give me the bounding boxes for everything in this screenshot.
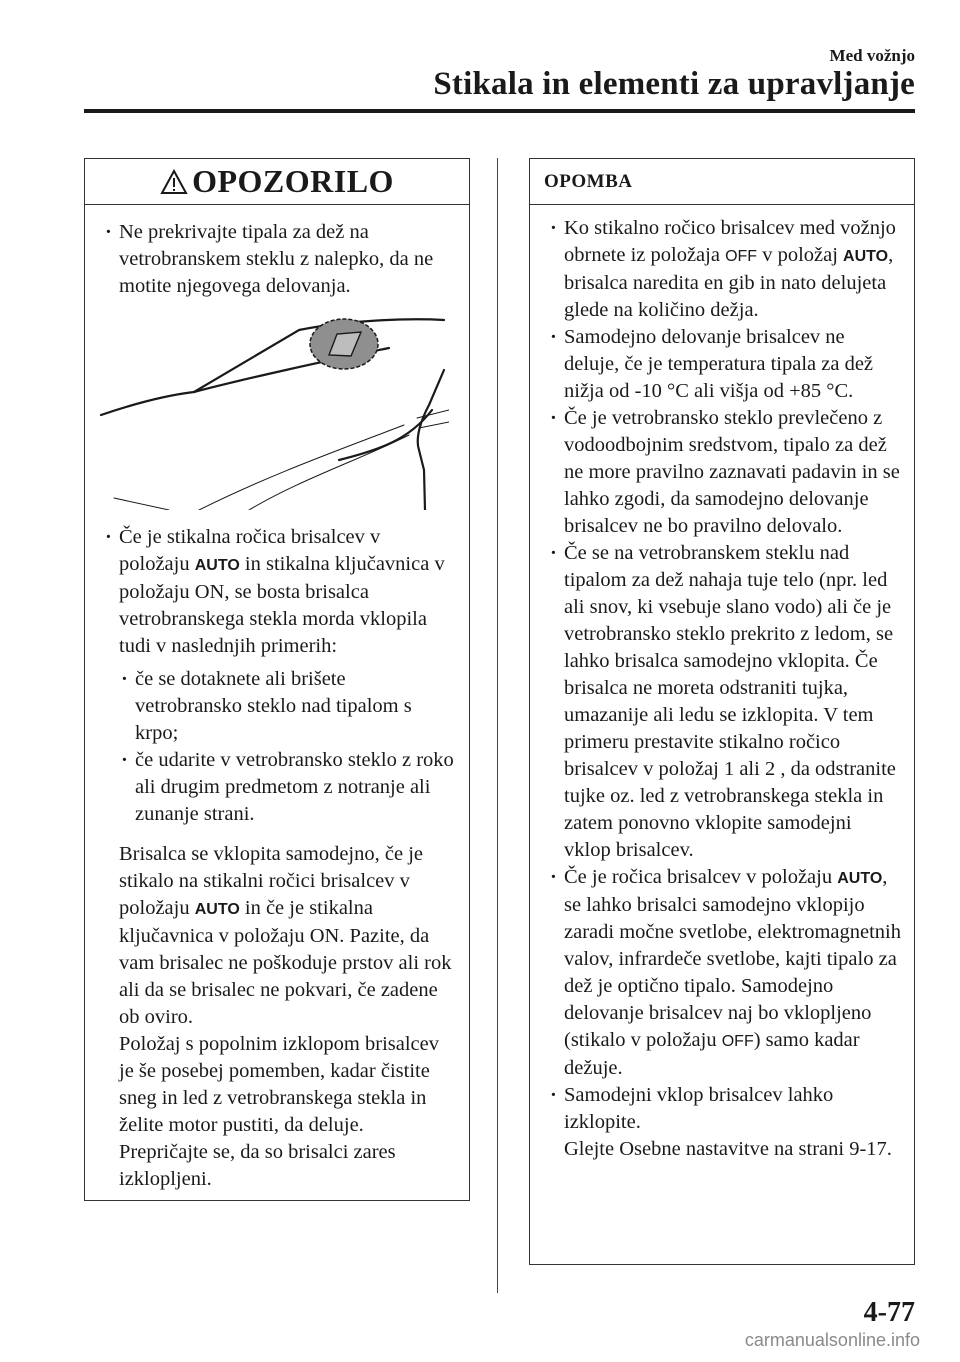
warning-bullet — [99, 524, 455, 660]
auto-symbol: AUTO — [194, 901, 240, 918]
note-bullet — [544, 540, 902, 864]
column-divider — [497, 158, 498, 1293]
warning-paragraph-text: Položaj s popolnim izklopom brisalcev je še posebej pomemben, kadar čistite sneg in led z vetrobranskega stekla in želite motor pustiti, da deluje. Prepričajte se, da so brisalci zares izklopljeni. — [119, 1033, 439, 1190]
note-reference-text: Glejte Osebne nastavitve na strani 9-17. — [564, 1138, 892, 1160]
note-header — [530, 159, 914, 205]
note-bullet — [544, 215, 902, 324]
off-symbol: OFF — [725, 248, 758, 265]
warning-box — [84, 158, 470, 1201]
warning-bullet — [99, 219, 455, 300]
note-bullet — [544, 864, 902, 1082]
note-bullet-text: Če je ročica brisalcev v položaju — [564, 866, 838, 888]
warning-subbullet-text: če se dotaknete ali brišete vetrobransko steklo nad tipalom s krpo; — [135, 668, 412, 744]
note-bullet-text: Če se na vetrobranskem steklu nad tipalom za dež nahaja tuje telo (npr. led ali snov, ki vsebuje slano vodo) ali če je vetrobransko steklo prekrito z ledom, se lahko brisalca samodejno vklopita. Če brisalca ne moreta odstraniti tujka, umazanije ali ledu se izklopita. V tem primeru prestavite stikalno ročico brisalcev v položaj 1 ali 2 , da odstranite tujke oz. led z vetrobranskega stekla in zatem ponovno vklopite samodejni vklop brisalcev. — [564, 542, 896, 861]
warning-subbullet — [99, 747, 455, 828]
warning-bullet-text: Če je stikalna ročica brisalcev v položaju — [119, 526, 381, 575]
note-bullet-text: ) samo kadar dežuje. — [564, 1029, 860, 1079]
page-title: Stikala in elementi za upravljanje — [433, 66, 915, 102]
warning-paragraph — [99, 1031, 455, 1193]
warning-subbullet — [99, 666, 455, 747]
off-symbol: OFF — [721, 1033, 754, 1050]
auto-symbol: AUTO — [843, 248, 889, 265]
note-reference — [544, 1136, 902, 1163]
note-bullet — [544, 1082, 902, 1136]
warning-bullet-text: Ne prekrivajte tipala za dež na vetrobranskem steklu z nalepko, da ne motite njegovega delovanja. — [119, 221, 434, 297]
auto-symbol: AUTO — [837, 870, 883, 887]
section-label: Med vožnjo — [829, 46, 915, 65]
warning-subbullet-text: če udarite v vetrobransko steklo z roko ali drugim predmetom z notranje ali zunanje strani. — [135, 749, 454, 825]
warning-paragraph-text: in če je stikalna ključavnica v položaju ON. Pazite, da vam brisalec ne poškoduje prstov ali rok ali da se brisalec ne pokvari, če zadene ob oviro. — [119, 897, 452, 1028]
warning-paragraph — [99, 841, 455, 1031]
warning-title: OPOZORILO — [192, 163, 394, 199]
note-bullet-text: v položaj — [757, 244, 844, 266]
warning-bullet-text: in stikalna ključavnica v položaju ON, se bosta brisalca vetrobranskega stekla morda vklopila tudi v naslednjih primerih: — [119, 553, 445, 657]
note-bullet-text: Samodejno delovanje brisalcev ne deluje, če je temperatura tipala za dež nižja od -10 °C ali višja od +85 °C. — [564, 326, 874, 402]
note-bullet-text: , se lahko brisalci samodejno vklopijo zaradi močne svetlobe, elektromagnetnih valov, infrardeče svetlobe, kajti tipalo za dež je optično tipalo. Samodejno delovanje brisalcev naj bo vklopljeno (stikalo v položaju — [564, 866, 901, 1051]
note-bullet — [544, 324, 902, 405]
header-rule — [84, 109, 915, 113]
note-title: OPOMBA — [544, 170, 633, 192]
warning-triangle-icon — [160, 169, 188, 195]
note-box — [529, 158, 915, 1265]
watermark: carmanualsonline.info — [744, 1330, 920, 1350]
note-bullet-text: , brisalca naredita en gib in nato delujeta glede na količino dežja. — [564, 244, 894, 321]
page-number: 4-77 — [863, 1297, 915, 1328]
note-bullet-text: Če je vetrobransko steklo prevlečeno z vodoodbojnim sredstvom, tipalo za dež ne more pravilno zaznavati padavin in se lahko zgodi, da samodejno delovanje brisalcev ne bo pravilno delovalo. — [564, 407, 900, 537]
note-bullet-text: Samodejni vklop brisalcev lahko izklopite. — [564, 1084, 834, 1133]
warning-paragraph-text: Brisalca se vklopita samodejno, če je stikalo na stikalni ročici brisalcev v položaju — [119, 843, 423, 919]
warning-header — [85, 159, 469, 205]
note-bullet-text: Ko stikalno ročico brisalcev med vožnjo obrnete iz položaja — [564, 217, 896, 266]
note-bullet — [544, 405, 902, 540]
windshield-sensor-illustration — [99, 310, 449, 510]
auto-symbol: AUTO — [194, 557, 240, 574]
